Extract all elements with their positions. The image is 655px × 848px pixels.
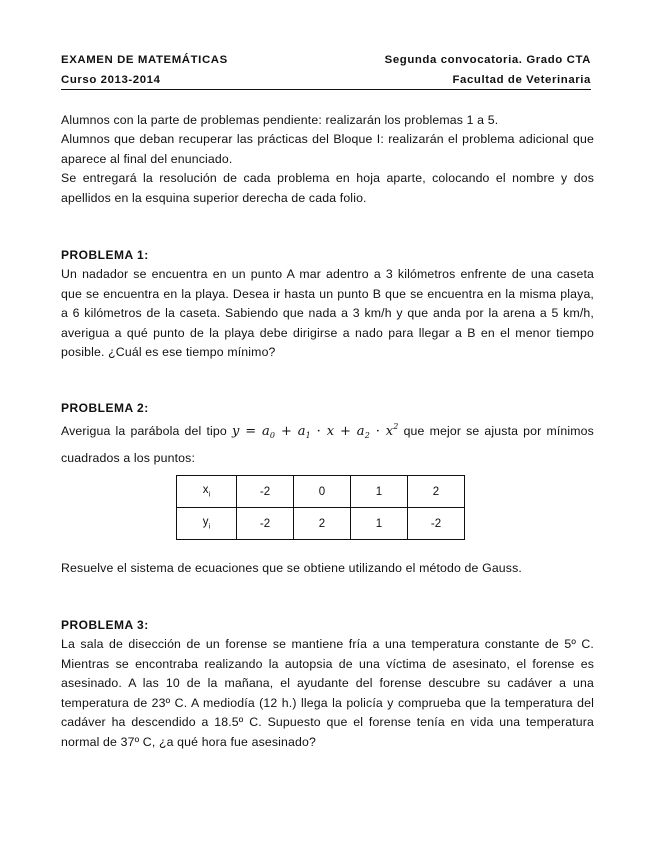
problem-3-text: La sala de disección de un forense se mantiene fría a una temperatura constante de 5º C. Mientras se encontraba realizando la autopsia de una víctima de asesinato, el forense es asesinado. A las 10 de la mañana, el ayudante del forense descubre su cadáver a una temperatura de 23º C. A mediodía (12 h.) llega la policía y comprueba que la temperatura del cadáver ha descendido a 18.5º C. Supuesto que el forense tenía en vida una temperatura normal de 37º C, ¿a qué hora fue asesinado? bbox=[61, 637, 594, 749]
problem-1-text: Un nadador se encuentra en un punto A mar adentro a 3 kilómetros enfrente de una caseta que se encuentra en la playa. Desea ir hasta un punto B que se encuentra en la misma playa, a 6 kilómetros de la caseta. Sabiendo que nada a 3 km/h y que anda por la arena a 5 km/h, averigua a qué punto de la playa debe dirigirse a nado para llegar a B en el menor tiempo posible. ¿Cuál es ese tiempo mínimo? bbox=[61, 267, 594, 359]
x-header-cell: $x_i$ bbox=[177, 476, 237, 508]
table-cell: 2 bbox=[408, 476, 465, 508]
table-cell: 1 bbox=[351, 508, 408, 540]
problem-2-text-after: que mejor se ajusta por mínimos cuadrados a los puntos: bbox=[61, 424, 594, 465]
intro-line-2: Alumnos que deban recuperar las prácticas del Bloque I: realizarán el problema adicional que aparece al final del enunciado. bbox=[61, 132, 594, 166]
problem-2-text-before: Averigua la parábola del tipo bbox=[61, 424, 227, 438]
intro-line-3: Se entregará la resolución de cada problema en hoja aparte, colocando el nombre y dos apellidos en la esquina superior derecha de cada folio. bbox=[61, 171, 594, 205]
header-row-1 bbox=[61, 54, 591, 70]
table-row-y bbox=[177, 508, 465, 540]
data-points-table bbox=[176, 475, 465, 540]
table-cell: 2 bbox=[294, 508, 351, 540]
parabola-formula: $y = a_0 + a_1 \cdot x + a_2 \cdot x^2$ bbox=[231, 422, 399, 440]
table-cell: -2 bbox=[408, 508, 465, 540]
y-header-cell: $y_i$ bbox=[177, 508, 237, 540]
problem-2-title: PROBLEMA 2: bbox=[61, 401, 149, 415]
problem-3-title: PROBLEMA 3: bbox=[61, 618, 149, 632]
problem-2-closing: Resuelve el sistema de ecuaciones que se obtiene utilizando el método de Gauss. bbox=[61, 561, 522, 575]
table-cell: 0 bbox=[294, 476, 351, 508]
table-cell: -2 bbox=[237, 476, 294, 508]
table-cell: -2 bbox=[237, 508, 294, 540]
header-row-2 bbox=[61, 74, 591, 90]
convocatoria-label: Segunda convocatoria. Grado CTA bbox=[384, 54, 591, 66]
problem-2-text bbox=[61, 415, 594, 470]
problem-1-title: PROBLEMA 1: bbox=[61, 248, 149, 262]
intro-line-1: Alumnos con la parte de problemas pendiente: realizarán los problemas 1 a 5. bbox=[61, 113, 499, 127]
table-row-x bbox=[177, 476, 465, 508]
header-divider bbox=[61, 89, 591, 90]
course-label: Curso 2013-2014 bbox=[61, 74, 161, 86]
table-cell: 1 bbox=[351, 476, 408, 508]
faculty-label: Facultad de Veterinaria bbox=[452, 74, 591, 86]
exam-title: EXAMEN DE MATEMÁTICAS bbox=[61, 54, 228, 66]
